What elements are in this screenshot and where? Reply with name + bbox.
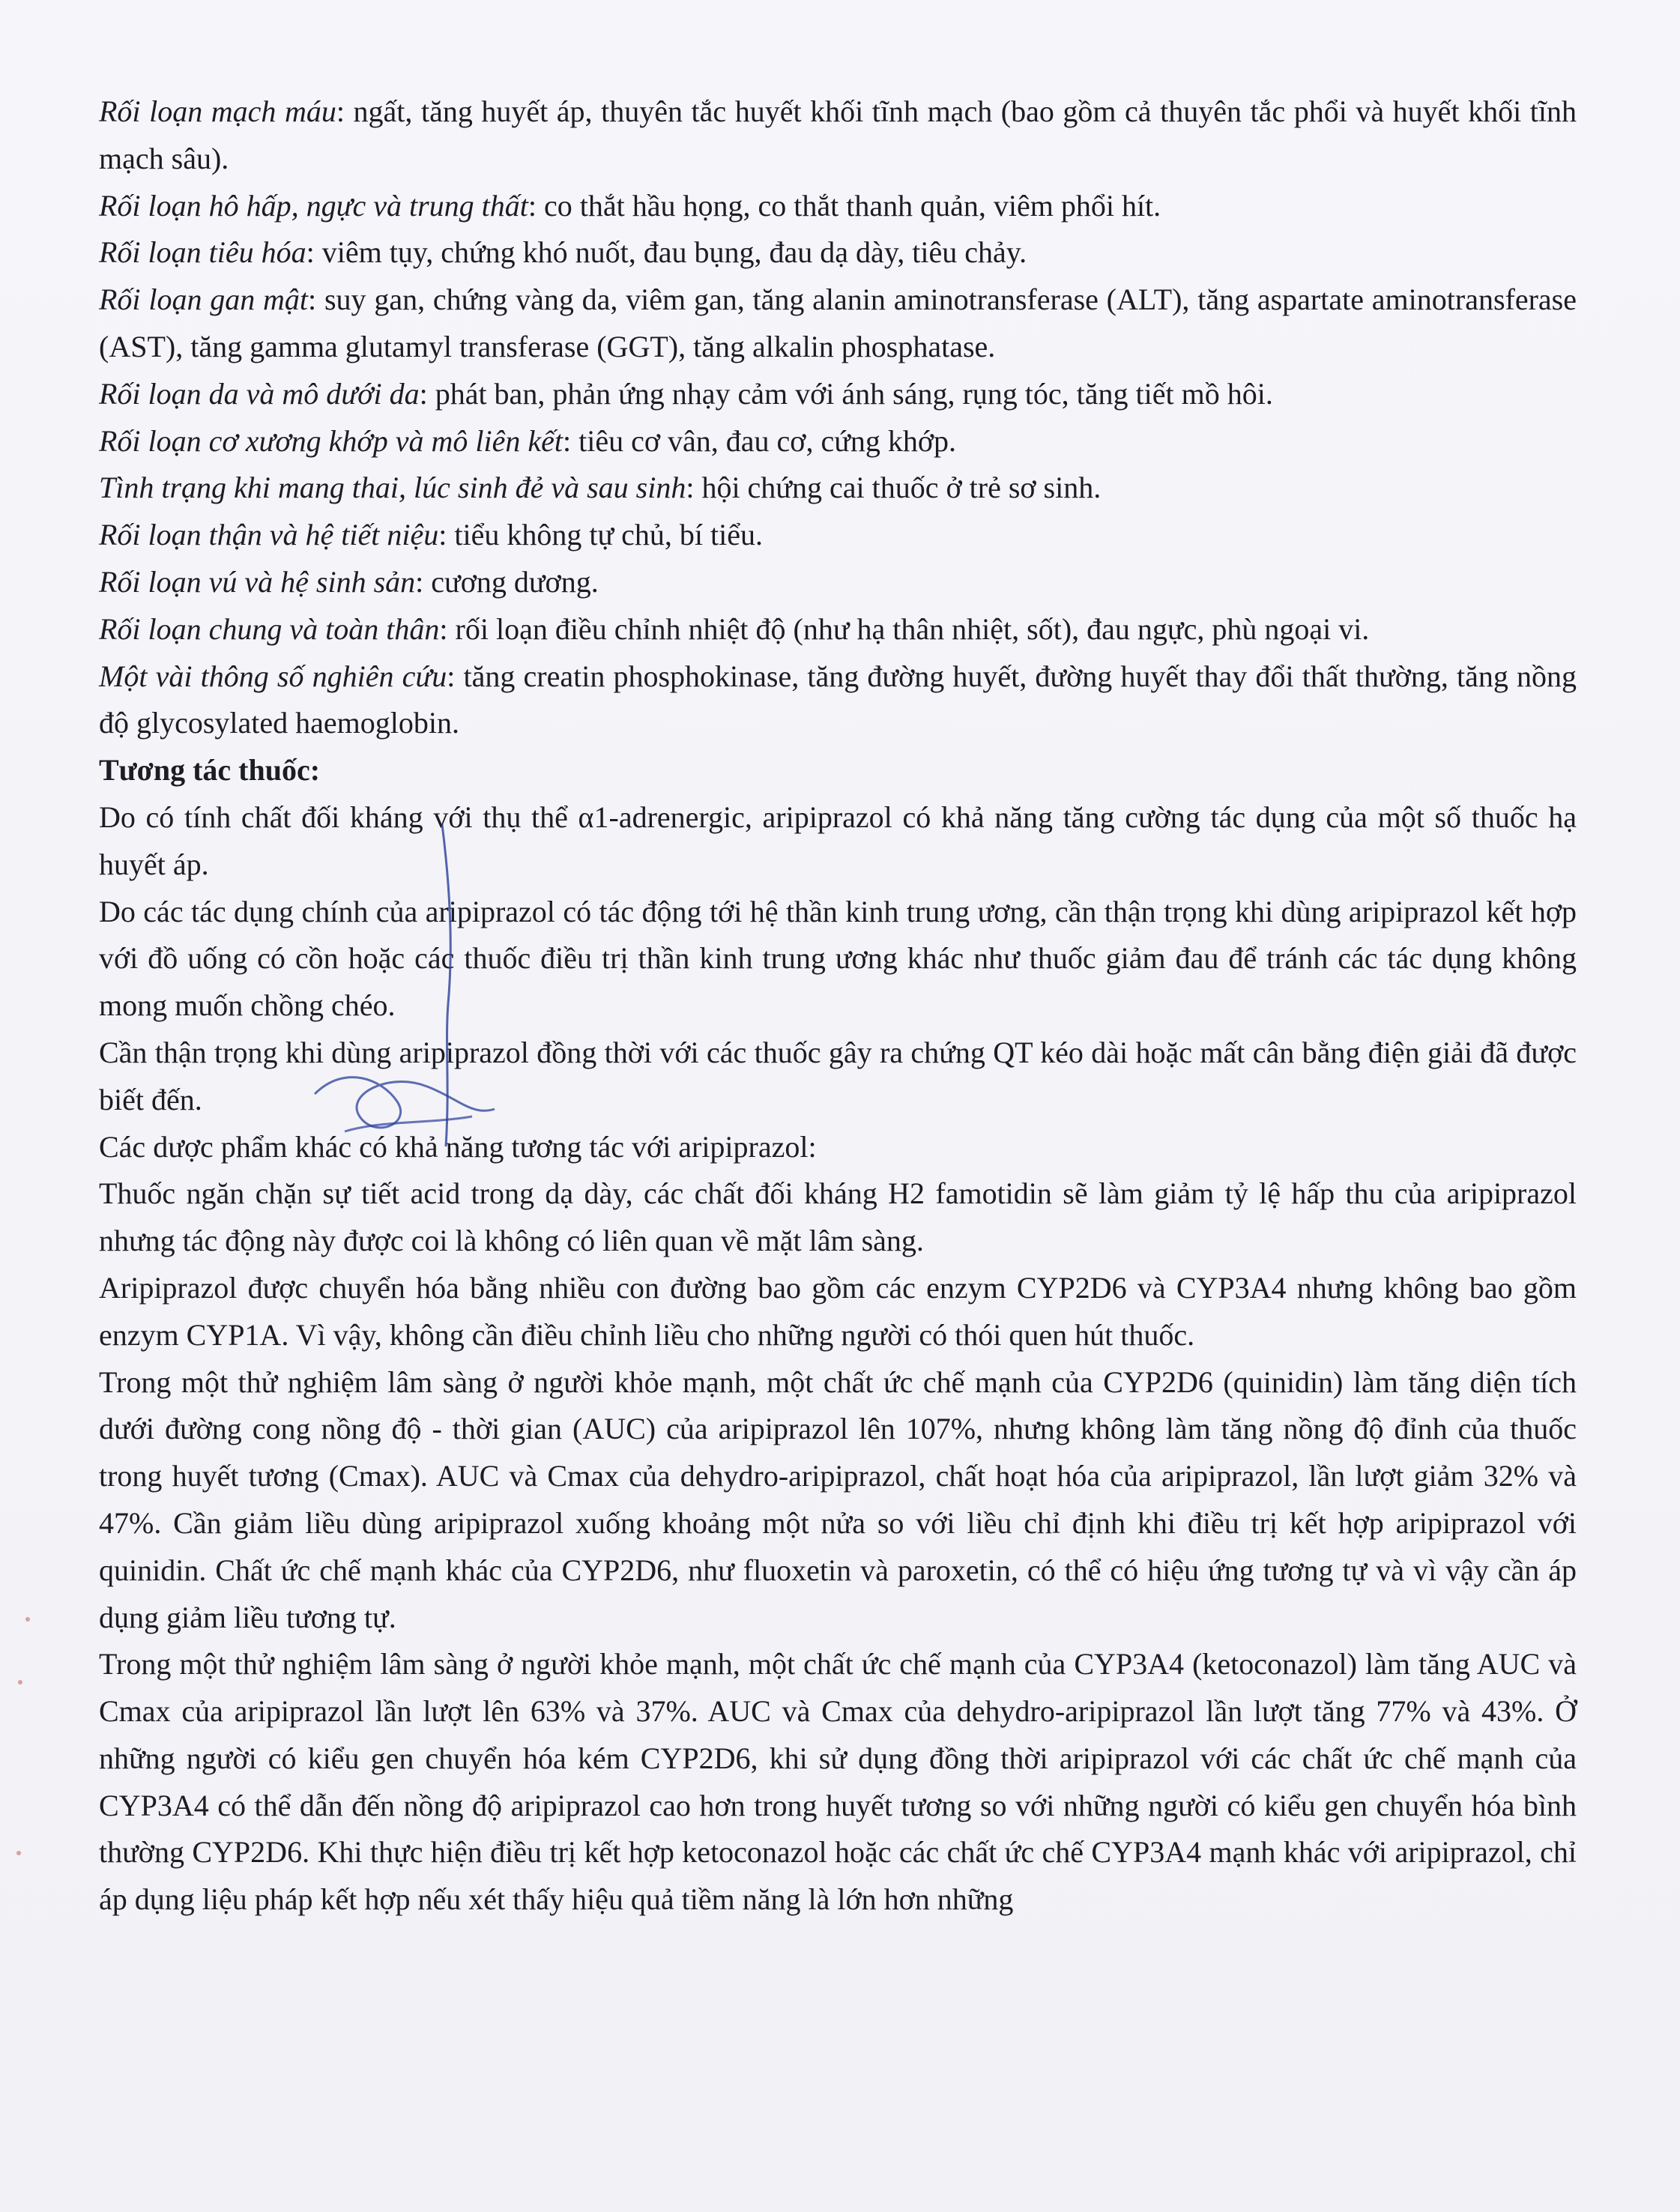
adverse-effect-musculoskeletal [99, 418, 1577, 465]
adverse-effect-vascular [99, 88, 1577, 183]
adverse-effect-investigations [99, 653, 1577, 748]
adverse-effect-term: Rối loạn cơ xương khớp và mô liên kết [99, 423, 563, 458]
adverse-effect-reproductive [99, 559, 1577, 606]
adverse-effect-text: : hội chứng cai thuốc ở trẻ sơ sinh. [686, 471, 1102, 505]
adverse-effect-term: Tình trạng khi mang thai, lúc sinh đẻ và sau sinh [99, 471, 686, 505]
adverse-effect-text: : tiểu không tự chủ, bí tiểu. [438, 518, 763, 552]
adverse-effect-skin [99, 371, 1577, 418]
ink-speck [25, 1617, 30, 1622]
interaction-paragraph: Các dược phẩm khác có khả năng tương tác với aripiprazol: [99, 1129, 817, 1164]
adverse-effect-text: : viêm tụy, chứng khó nuốt, đau bụng, đau dạ dày, tiêu chảy. [306, 235, 1027, 270]
ink-speck [18, 1680, 22, 1684]
adverse-effect-term: Rối loạn vú và hệ sinh sản [99, 564, 416, 599]
interaction-paragraph: Aripiprazol được chuyển hóa bằng nhiều con đường bao gồm các enzym CYP2D6 và CYP3A4 nhưng không bao gồm enzym CYP1A. Vì vậy, không cần điều chỉnh liều cho những người có thói quen hút thuốc. [99, 1270, 1577, 1352]
interaction-paragraph: Cần thận trọng khi dùng aripiprazol đồng thời với các thuốc gây ra chứng QT kéo dài hoặc mất cân bằng điện giải đã được biết đến. [99, 1035, 1577, 1116]
adverse-effect-text: : phát ban, phản ứng nhạy cảm với ánh sáng, rụng tóc, tăng tiết mồ hôi. [419, 376, 1273, 411]
adverse-effect-text: : suy gan, chứng vàng da, viêm gan, tăng alanin aminotransferase (ALT), tăng aspartate aminotransferase (AST), tăng gamma glutamyl transferase (GGT), tăng alkalin phosphatase. [99, 282, 1577, 363]
adverse-effect-text: : tiêu cơ vân, đau cơ, cứng khớp. [563, 423, 957, 458]
adverse-effect-term: Rối loạn hô hấp, ngực và trung thất [99, 188, 528, 223]
adverse-effect-term: Rối loạn chung và toàn thân [99, 611, 440, 646]
adverse-effect-term: Rối loạn da và mô dưới da [99, 376, 420, 411]
section-heading-drug-interactions: Tương tác thuốc: [99, 753, 321, 788]
adverse-effect-term: Rối loạn tiêu hóa [99, 235, 306, 270]
adverse-effect-term: Rối loạn gan mật [99, 282, 309, 317]
adverse-effect-text: : tăng creatin phosphokinase, tăng đường huyết, đường huyết thay đổi thất thường, tăng nồng độ glycosylated haemoglobin. [99, 659, 1577, 740]
interaction-paragraph: Do có tính chất đối kháng với thụ thể α1-adrenergic, aripiprazol có khả năng tăng cường tác dụng của một số thuốc hạ huyết áp. [99, 800, 1577, 881]
interaction-paragraph: Trong một thử nghiệm lâm sàng ở người khỏe mạnh, một chất ức chế mạnh của CYP3A4 (ketoconazol) làm tăng AUC và Cmax của aripiprazol lần lượt lên 63% và 37%. AUC và Cmax của dehydro-aripiprazol lần lượt tăng 77% và 43%. Ở những người có kiểu gen chuyển hóa kém CYP2D6, khi sử dụng đồng thời aripiprazol với các chất ức chế mạnh của CYP3A4 có thể dẫn đến nồng độ aripiprazol cao hơn trong huyết tương so với những người có kiểu gen chuyển hóa bình thường CYP2D6. Khi thực hiện điều trị kết hợp ketoconazol hoặc các chất ức chế CYP3A4 mạnh khác với aripiprazol, chỉ áp dụng liệu pháp kết hợp nếu xét thấy hiệu quả tiềm năng là lớn hơn những [99, 1647, 1577, 1917]
adverse-effect-text: : cương dương. [415, 564, 599, 599]
interaction-paragraph: Thuốc ngăn chặn sự tiết acid trong dạ dày, các chất đối kháng H2 famotidin sẽ làm giảm tỷ lệ hấp thu của aripiprazol nhưng tác động này được coi là không có liên quan về mặt lâm sàng. [99, 1176, 1577, 1258]
interaction-paragraph: Trong một thử nghiệm lâm sàng ở người khỏe mạnh, một chất ức chế mạnh của CYP2D6 (quinidin) làm tăng diện tích dưới đường cong nồng độ - thời gian (AUC) của aripiprazol lên 107%, nhưng không làm tăng nồng độ đỉnh của thuốc trong huyết tương (Cmax). AUC và Cmax của dehydro-aripiprazol, chất hoạt hóa của aripiprazol, lần lượt giảm 32% và 47%. Cần giảm liều dùng aripiprazol xuống khoảng một nửa so với liều chỉ định khi điều trị kết hợp aripiprazol với quinidin. Chất ức chế mạnh khác của CYP2D6, như fluoxetin và paroxetin, có thể có hiệu ứng tương tự và vì vậy cần áp dụng giảm liều tương tự. [99, 1365, 1577, 1634]
adverse-effect-general [99, 606, 1577, 653]
document-body [99, 88, 1577, 1924]
ink-speck [16, 1851, 21, 1855]
adverse-effect-term: Rối loạn thận và hệ tiết niệu [99, 518, 439, 552]
adverse-effect-gastrointestinal [99, 229, 1577, 276]
interaction-paragraph: Do các tác dụng chính của aripiprazol có tác động tới hệ thần kinh trung ương, cần thận trọng khi dùng aripiprazol kết hợp với đồ uống có cồn hoặc các thuốc điều trị thần kinh trung ương khác như thuốc giảm đau để tránh các tác dụng không mong muốn chồng chéo. [99, 894, 1577, 1023]
adverse-effect-term: Một vài thông số nghiên cứu [99, 659, 447, 693]
adverse-effect-renal [99, 512, 1577, 559]
adverse-effect-text: : co thắt hầu họng, co thắt thanh quản, viêm phổi hít. [528, 188, 1161, 223]
adverse-effect-term: Rối loạn mạch máu [99, 94, 336, 128]
adverse-effect-respiratory [99, 183, 1577, 230]
adverse-effect-text: : rối loạn điều chỉnh nhiệt độ (như hạ thân nhiệt, sốt), đau ngực, phù ngoại vi. [439, 611, 1370, 646]
adverse-effect-text: : ngất, tăng huyết áp, thuyên tắc huyết khối tĩnh mạch (bao gồm cả thuyên tắc phổi và huyết khối tĩnh mạch sâu). [99, 94, 1577, 175]
adverse-effect-hepatobiliary [99, 276, 1577, 371]
adverse-effect-pregnancy [99, 465, 1577, 512]
